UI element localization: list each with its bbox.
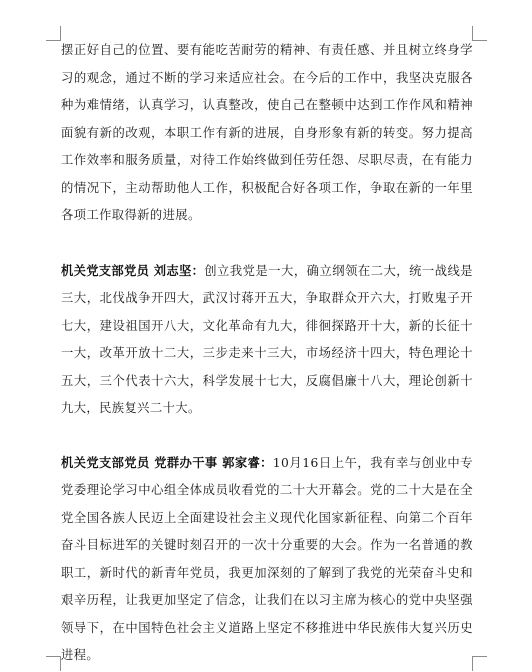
document-body — [61, 37, 473, 670]
crop-mark-top-left — [46, 26, 61, 41]
crop-mark-top-right — [472, 26, 487, 41]
paragraph-text: 创立我党是一大，确立纲领在二大，统一战线是三大，北伐战争开四大，武汉讨蒋开五大，争取群众开六大，打败鬼子开七大，建设祖国开八大，文化革命有九大，徘徊探路开十大，新的长征十一大，改革开放十二大，三步走来十三大，市场经济十四大，特色理论十五大，三个代表十六大，科学发展十七大，反腐倡廉十八大，理论创新十九大，民族复兴二十大。 — [61, 263, 473, 415]
paragraph-guo-jiarui — [61, 450, 473, 670]
paragraph-liu-zhijian — [61, 258, 473, 423]
crop-mark-bottom-left — [46, 656, 61, 671]
paragraph-self-reflection — [61, 37, 473, 230]
paragraph-text: 10月16日上午，我有幸与创业中专党委理论学习中心组全体成员收看党的二十大开幕会。党的二十大是在全党全国各族人民迈上全面建设社会主义现代化国家新征程、向第二个百年奋斗目标进军的关键时刻召开的一次十分重要的大会。作为一名普通的教职工，新时代的新青年党员，我更加深刻的了解到了我党的光荣奋斗史和艰辛历程，让我更加坚定了信念，让我们在以习主席为核心的党中央坚强领导下，在中国特色社会主义道路上坚定不移推进中华民族伟大复兴历史进程。 — [61, 455, 473, 662]
paragraph-text: 摆正好自己的位置、要有能吃苦耐劳的精神、有责任感、并且树立终身学习的观念，通过不断的学习来适应社会。在今后的工作中，我坚决克服各种为难情绪，认真学习，认真整改，使自己在整顿中达到工作作风和精神面貌有新的改观，本职工作有新的进展，自身形象有新的转变。努力提高工作效率和服务质量，对待工作始终做到任劳任怨、尽职尽责，在有能力的情况下，主动帮助他人工作，积极配合好各项工作，争取在新的一年里各项工作取得新的进展。 — [61, 43, 473, 222]
crop-mark-bottom-right — [472, 656, 487, 671]
speaker-label: 机关党支部党员 刘志坚： — [61, 263, 205, 278]
speaker-label: 机关党支部党员 党群办干事 郭家睿： — [61, 455, 273, 470]
